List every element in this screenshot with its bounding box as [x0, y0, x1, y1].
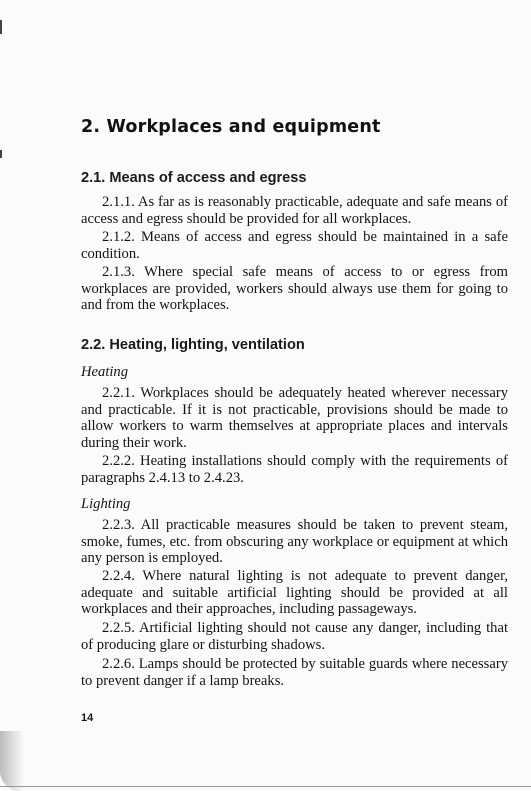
subheading-heating: Heating [81, 364, 129, 380]
scan-corner-shadow [0, 731, 24, 791]
chapter-title: 2. Workplaces and equipment [81, 117, 381, 137]
paragraph-2-1-2: 2.1.2. Means of access and egress should be maintained in a safe condition. [81, 229, 508, 262]
paragraph-2-2-3: 2.2.3. All practicable measures should be taken to prevent steam, smoke, fumes, etc. from obscuring any workplace or equipment at which any person is employed. [81, 517, 508, 566]
scan-edge-mark [0, 20, 2, 34]
section-heading-2-2: 2.2. Heating, lighting, ventilation [81, 337, 305, 353]
paragraph-2-2-1: 2.2.1. Workplaces should be adequately heated wherever necessary and practicable. If it is not practicable, provisions should be made to allow workers to warm themselves at appropriate places and intervals during their work. [81, 385, 508, 451]
paragraph-2-2-4: 2.2.4. Where natural lighting is not adequate to prevent danger, adequate and suitable artificial lighting should be provided at all workplaces and their approaches, including passageways. [81, 568, 508, 617]
paragraph-2-1-1: 2.1.1. As far as is reasonably practicable, adequate and safe means of access and egress should be provided for all workplaces. [81, 194, 508, 227]
paragraph-2-2-6: 2.2.6. Lamps should be protected by suitable guards where necessary to prevent danger if a lamp breaks. [81, 656, 508, 689]
page-number: 14 [81, 712, 94, 724]
scan-edge-mark [0, 150, 2, 158]
section-heading-2-1: 2.1. Means of access and egress [81, 170, 307, 186]
paragraph-2-1-3: 2.1.3. Where special safe means of access to or egress from workplaces are provided, workers should always use them for going to and from the workplaces. [81, 264, 508, 313]
paragraph-2-2-2: 2.2.2. Heating installations should comply with the requirements of paragraphs 2.4.13 to 2.4.23. [81, 453, 508, 486]
subheading-lighting: Lighting [81, 496, 131, 512]
paragraph-2-2-5: 2.2.5. Artificial lighting should not cause any danger, including that of producing glare or disturbing shadows. [81, 620, 508, 653]
page-bottom-edge [0, 786, 531, 787]
